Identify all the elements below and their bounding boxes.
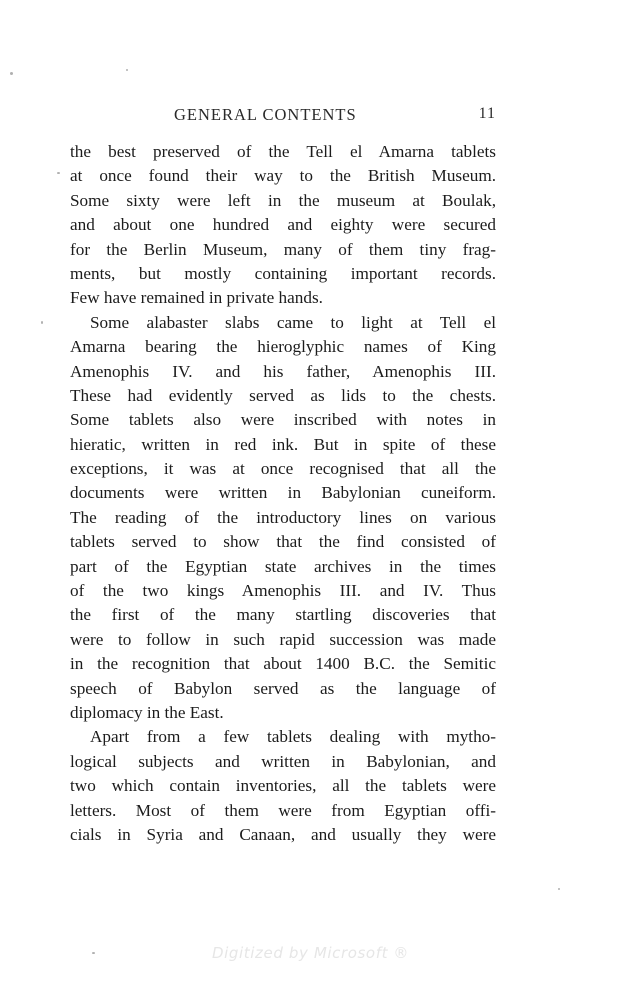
text-line: part of the Egyptian state archives in the times <box>70 556 496 576</box>
text-line: of the two kings Amenophis III. and IV. Thus <box>70 581 496 601</box>
scan-speck <box>92 952 95 954</box>
text-line: These had evidently served as lids to the chests. <box>70 385 496 405</box>
paragraph-3 <box>70 725 496 847</box>
text-line: documents were written in Babylonian cuneiform. <box>70 483 496 503</box>
text-line: and about one hundred and eighty were secured <box>70 215 496 235</box>
text-line: Few have remained in private hands. <box>70 288 323 308</box>
text-line: Some sixty were left in the museum at Boulak, <box>70 190 496 210</box>
text-line: diplomacy in the East. <box>70 702 224 722</box>
text-line: ments, but mostly containing important records. <box>70 263 496 283</box>
text-line: the best preserved of the Tell el Amarna tablets <box>70 142 496 161</box>
text-line: hieratic, written in red ink. But in spite of these <box>70 434 496 454</box>
text-line: The reading of the introductory lines on various <box>70 507 496 527</box>
text-line: in the recognition that about 1400 B.C. the Semitic <box>70 654 496 674</box>
text-line: cials in Syria and Canaan, and usually they were <box>70 824 496 844</box>
text-line: exceptions, it was at once recognised that all the <box>70 459 496 479</box>
paragraph-2 <box>70 311 496 726</box>
text-line: speech of Babylon served as the language of <box>70 678 496 698</box>
body-text <box>70 140 496 847</box>
text-line: the first of the many startling discoveries that <box>70 605 496 625</box>
text-line: letters. Most of them were from Egyptian offi- <box>70 800 496 820</box>
header-title: GENERAL CONTENTS <box>174 105 357 124</box>
scan-speck <box>558 888 560 890</box>
text-line: at once found their way to the British Museum. <box>70 166 496 186</box>
text-line: Amenophis IV. and his father, Amenophis III. <box>70 361 496 381</box>
page-number: 11 <box>478 105 496 122</box>
digitizer-watermark: Digitized by Microsoft ® <box>212 944 410 962</box>
text-line: Apart from a few tablets dealing with mytho- <box>90 727 496 747</box>
text-line: logical subjects and written in Babylonian, and <box>70 751 496 771</box>
running-head <box>70 105 496 127</box>
scan-speck <box>57 172 60 174</box>
text-line: tablets served to show that the find consisted of <box>70 532 496 552</box>
text-line: Some alabaster slabs came to light at Tell el <box>90 312 496 332</box>
scan-speck <box>41 321 43 324</box>
paragraph-1 <box>70 140 496 311</box>
text-line: were to follow in such rapid succession was made <box>70 629 496 649</box>
text-line: Amarna bearing the hieroglyphic names of King <box>70 337 496 357</box>
text-line: for the Berlin Museum, many of them tiny frag- <box>70 239 496 259</box>
text-line: Some tablets also were inscribed with notes in <box>70 410 496 430</box>
text-line: two which contain inventories, all the tablets were <box>70 776 496 796</box>
scan-speck <box>126 69 128 71</box>
scan-speck <box>10 72 13 75</box>
